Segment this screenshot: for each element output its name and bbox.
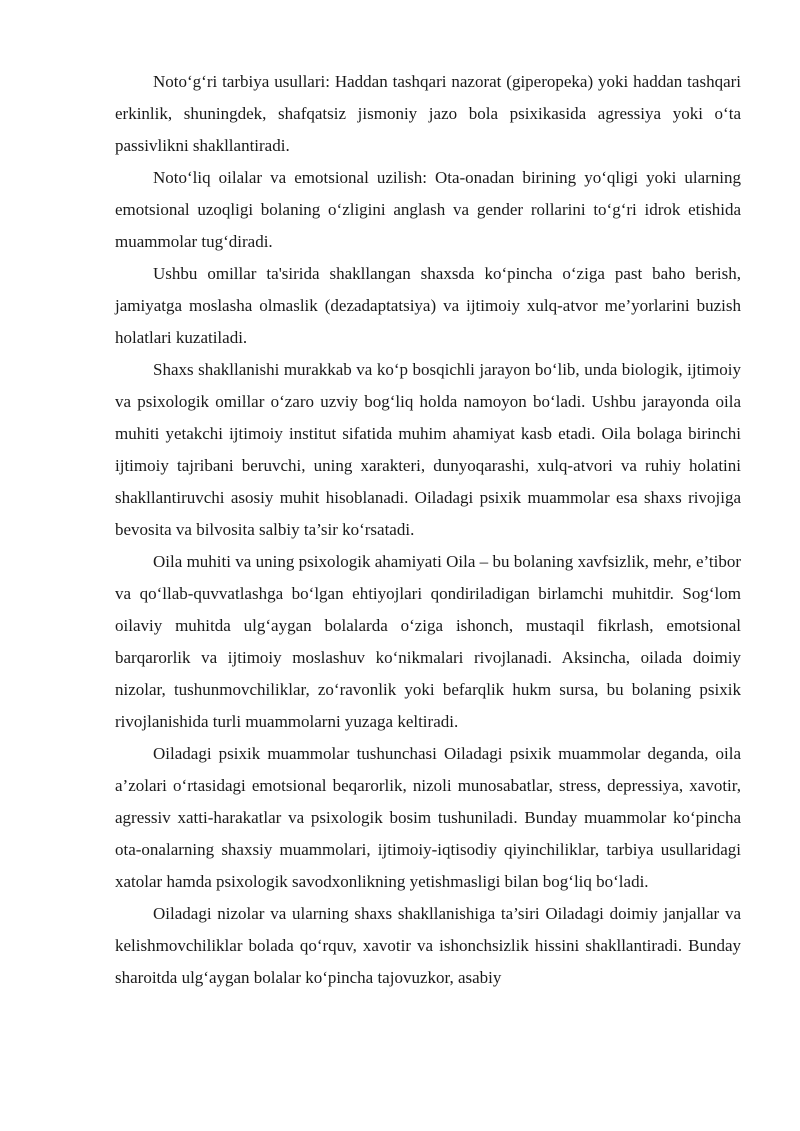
paragraph-personality-formation: Shaxs shakllanishi murakkab va ko‘p bosqichli jarayon bo‘lib, unda biologik, ijtimoiy va psixologik omillar o‘zaro uzviy bog‘liq holda namoyon bo‘ladi. Ushbu jarayonda oila muhiti yetakchi ijtimoiy institut sifatida muhim ahamiyat kasb etadi. Oila bolaga birinchi ijtimoiy tajribani beruvchi, uning xarakteri, dunyoqarashi, xulq-atvori va ruhiy holatini shakllantiruvchi asosiy muhit hisoblanadi. Oiladagi psixik muammolar esa shaxs rivojiga bevosita va bilvosita salbiy ta’sir ko‘rsatadi. (115, 360, 741, 539)
paragraph-family-environment: Oila muhiti va uning psixologik ahamiyati Oila – bu bolaning xavfsizlik, mehr, e’tibor va qo‘llab-quvvatlashga bo‘lgan ehtiyojlari qondiriladigan birlamchi muhitdir. Sog‘lom oilaviy muhitda ulg‘aygan bolalarda o‘ziga ishonch, mustaqil fikrlash, emotsional barqarorlik va ijtimoiy moslashuv ko‘nikmalari rivojlanadi. Aksincha, oilada doimiy nizolar, tushunmovchiliklar, zo‘ravonlik yoki befarqlik hukm sursa, bu bolaning psixik rivojlanishida turli muammolarni yuzaga keltiradi. (115, 552, 741, 731)
paragraph-incomplete-families: Noto‘liq oilalar va emotsional uzilish: Ota-onadan birining yo‘qligi yoki ularning emotsional uzoqligi bolaning o‘zligini anglash va gender rollarini to‘g‘ri idrok etishida muammolar tug‘diradi. (115, 168, 741, 251)
paragraph-bad-upbringing: Noto‘g‘ri tarbiya usullari: Haddan tashqari nazorat (giperopeka) yoki haddan tashqari erkinlik, shuningdek, shafqatsiz jismoniy jazo bola psixikasida agressiya yoki o‘ta passivlikni shakllantiradi. (115, 72, 741, 155)
paragraph-psychological-problems: Oiladagi psixik muammolar tushunchasi Oiladagi psixik muammolar deganda, oila a’zolari o‘rtasidagi emotsional beqarorlik, nizoli munosabatlar, stress, depressiya, xavotir, agressiv xatti-harakatlar va psixologik bosim tushuniladi. Bunday muammolar ko‘pincha ota-onalarning shaxsiy muammolari, ijtimoiy-iqtisodiy qiyinchiliklar, tarbiya usullaridagi xatolar hamda psixologik savodxonlikning yetishmasligi bilan bog‘liq bo‘ladi. (115, 744, 741, 891)
paragraph-family-conflicts: Oiladagi nizolar va ularning shaxs shakllanishiga ta’siri Oiladagi doimiy janjallar va kelishmovchiliklar bolada qo‘rquv, xavotir va ishonchsizlik hissini shakllantiradi. Bunday sharoitda ulg‘aygan bolalar ko‘pincha tajovuzkor, asabiy (115, 904, 741, 987)
document-page (115, 66, 741, 994)
paragraph-factor-effects: Ushbu omillar ta'sirida shakllangan shaxsda ko‘pincha o‘ziga past baho berish, jamiyatga moslasha olmaslik (dezadaptatsiya) va ijtimoiy xulq-atvor me’yorlarini buzish holatlari kuzatiladi. (115, 264, 741, 347)
